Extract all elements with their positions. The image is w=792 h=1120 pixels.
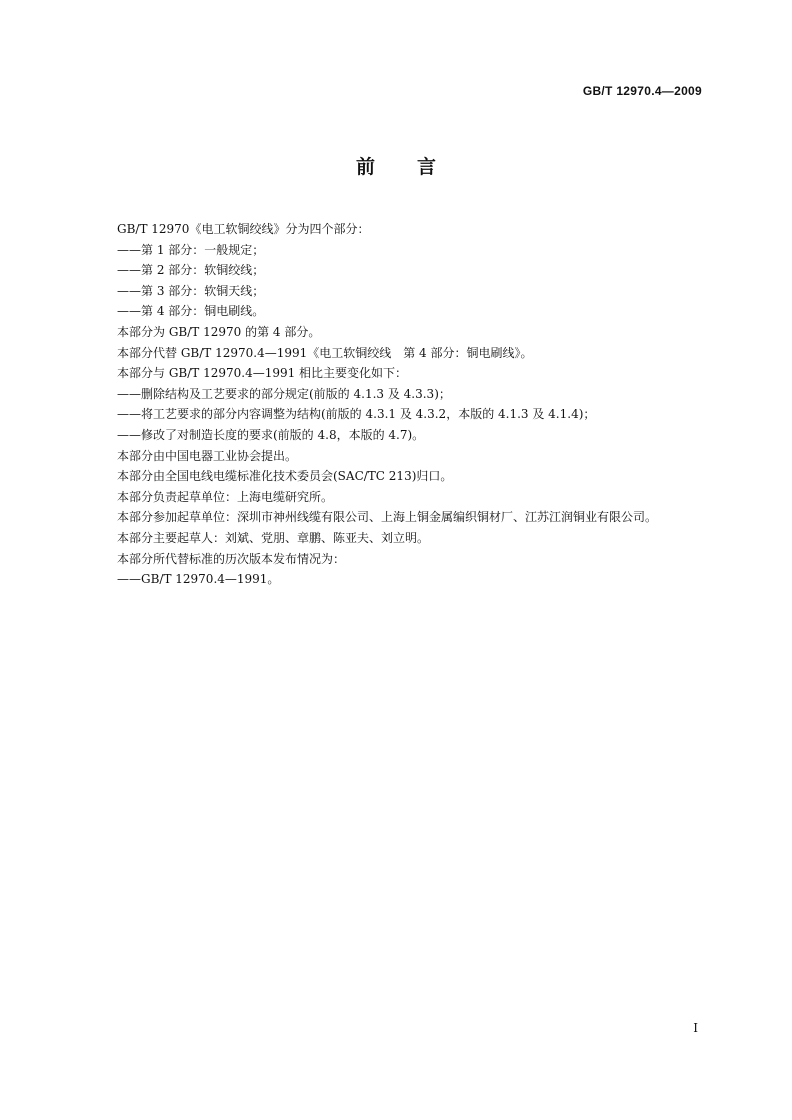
list-item: ——第 2 部分：软铜绞线； — [117, 263, 265, 278]
list-item: ——修改了对制造长度的要求(前版的 4.8，本版的 4.7)。 — [117, 427, 425, 442]
text-line: 本部分为 GB/T 12970 的第 4 部分。 — [117, 324, 321, 339]
foreword-body — [90, 219, 702, 590]
participants-paragraph: 本部分参加起草单位：深圳市神州线缆有限公司、上海上铜金属编织铜材厂、江苏江润铜业有限公司。 — [117, 510, 658, 525]
list-item: ——第 4 部分：铜电刷线。 — [117, 304, 265, 319]
list-item: ——将工艺要求的部分内容调整为结构(前版的 4.3.1 及 4.3.2，本版的 4.1.3 及 4.1.4)； — [117, 407, 596, 422]
page-title: 前言 — [355, 156, 478, 178]
text-line: GB/T 12970《电工软铜绞线》分为四个部分： — [117, 222, 370, 236]
text-line: 本部分所代替标准的历次版本发布情况为： — [117, 551, 346, 566]
standard-number: GB/T 12970.4—2009 — [582, 84, 702, 98]
text-line: 本部分由中国电器工业协会提出。 — [117, 448, 298, 463]
text-line: 本部分负责起草单位：上海电缆研究所。 — [117, 489, 334, 504]
text-line: 本部分由全国电线电缆标准化技术委员会(SAC/TC 213)归口。 — [117, 469, 453, 484]
list-item: ——第 3 部分：软铜天线； — [117, 283, 265, 298]
text-line: 本部分代替 GB/T 12970.4—1991《电工软铜绞线 第 4 部分：铜电刷线》。 — [117, 345, 533, 360]
list-item: ——删除结构及工艺要求的部分规定(前版的 4.1.3 及 4.3.3)； — [117, 386, 451, 401]
page-number: I — [693, 1021, 698, 1035]
text-line: 本部分主要起草人：刘斌、党朋、章鹏、陈亚夫、刘立明。 — [117, 530, 430, 545]
list-item: ——GB/T 12970.4—1991。 — [117, 572, 280, 587]
list-item: ——第 1 部分：一般规定； — [117, 242, 265, 257]
text-line: 本部分与 GB/T 12970.4—1991 相比主要变化如下： — [117, 366, 408, 381]
